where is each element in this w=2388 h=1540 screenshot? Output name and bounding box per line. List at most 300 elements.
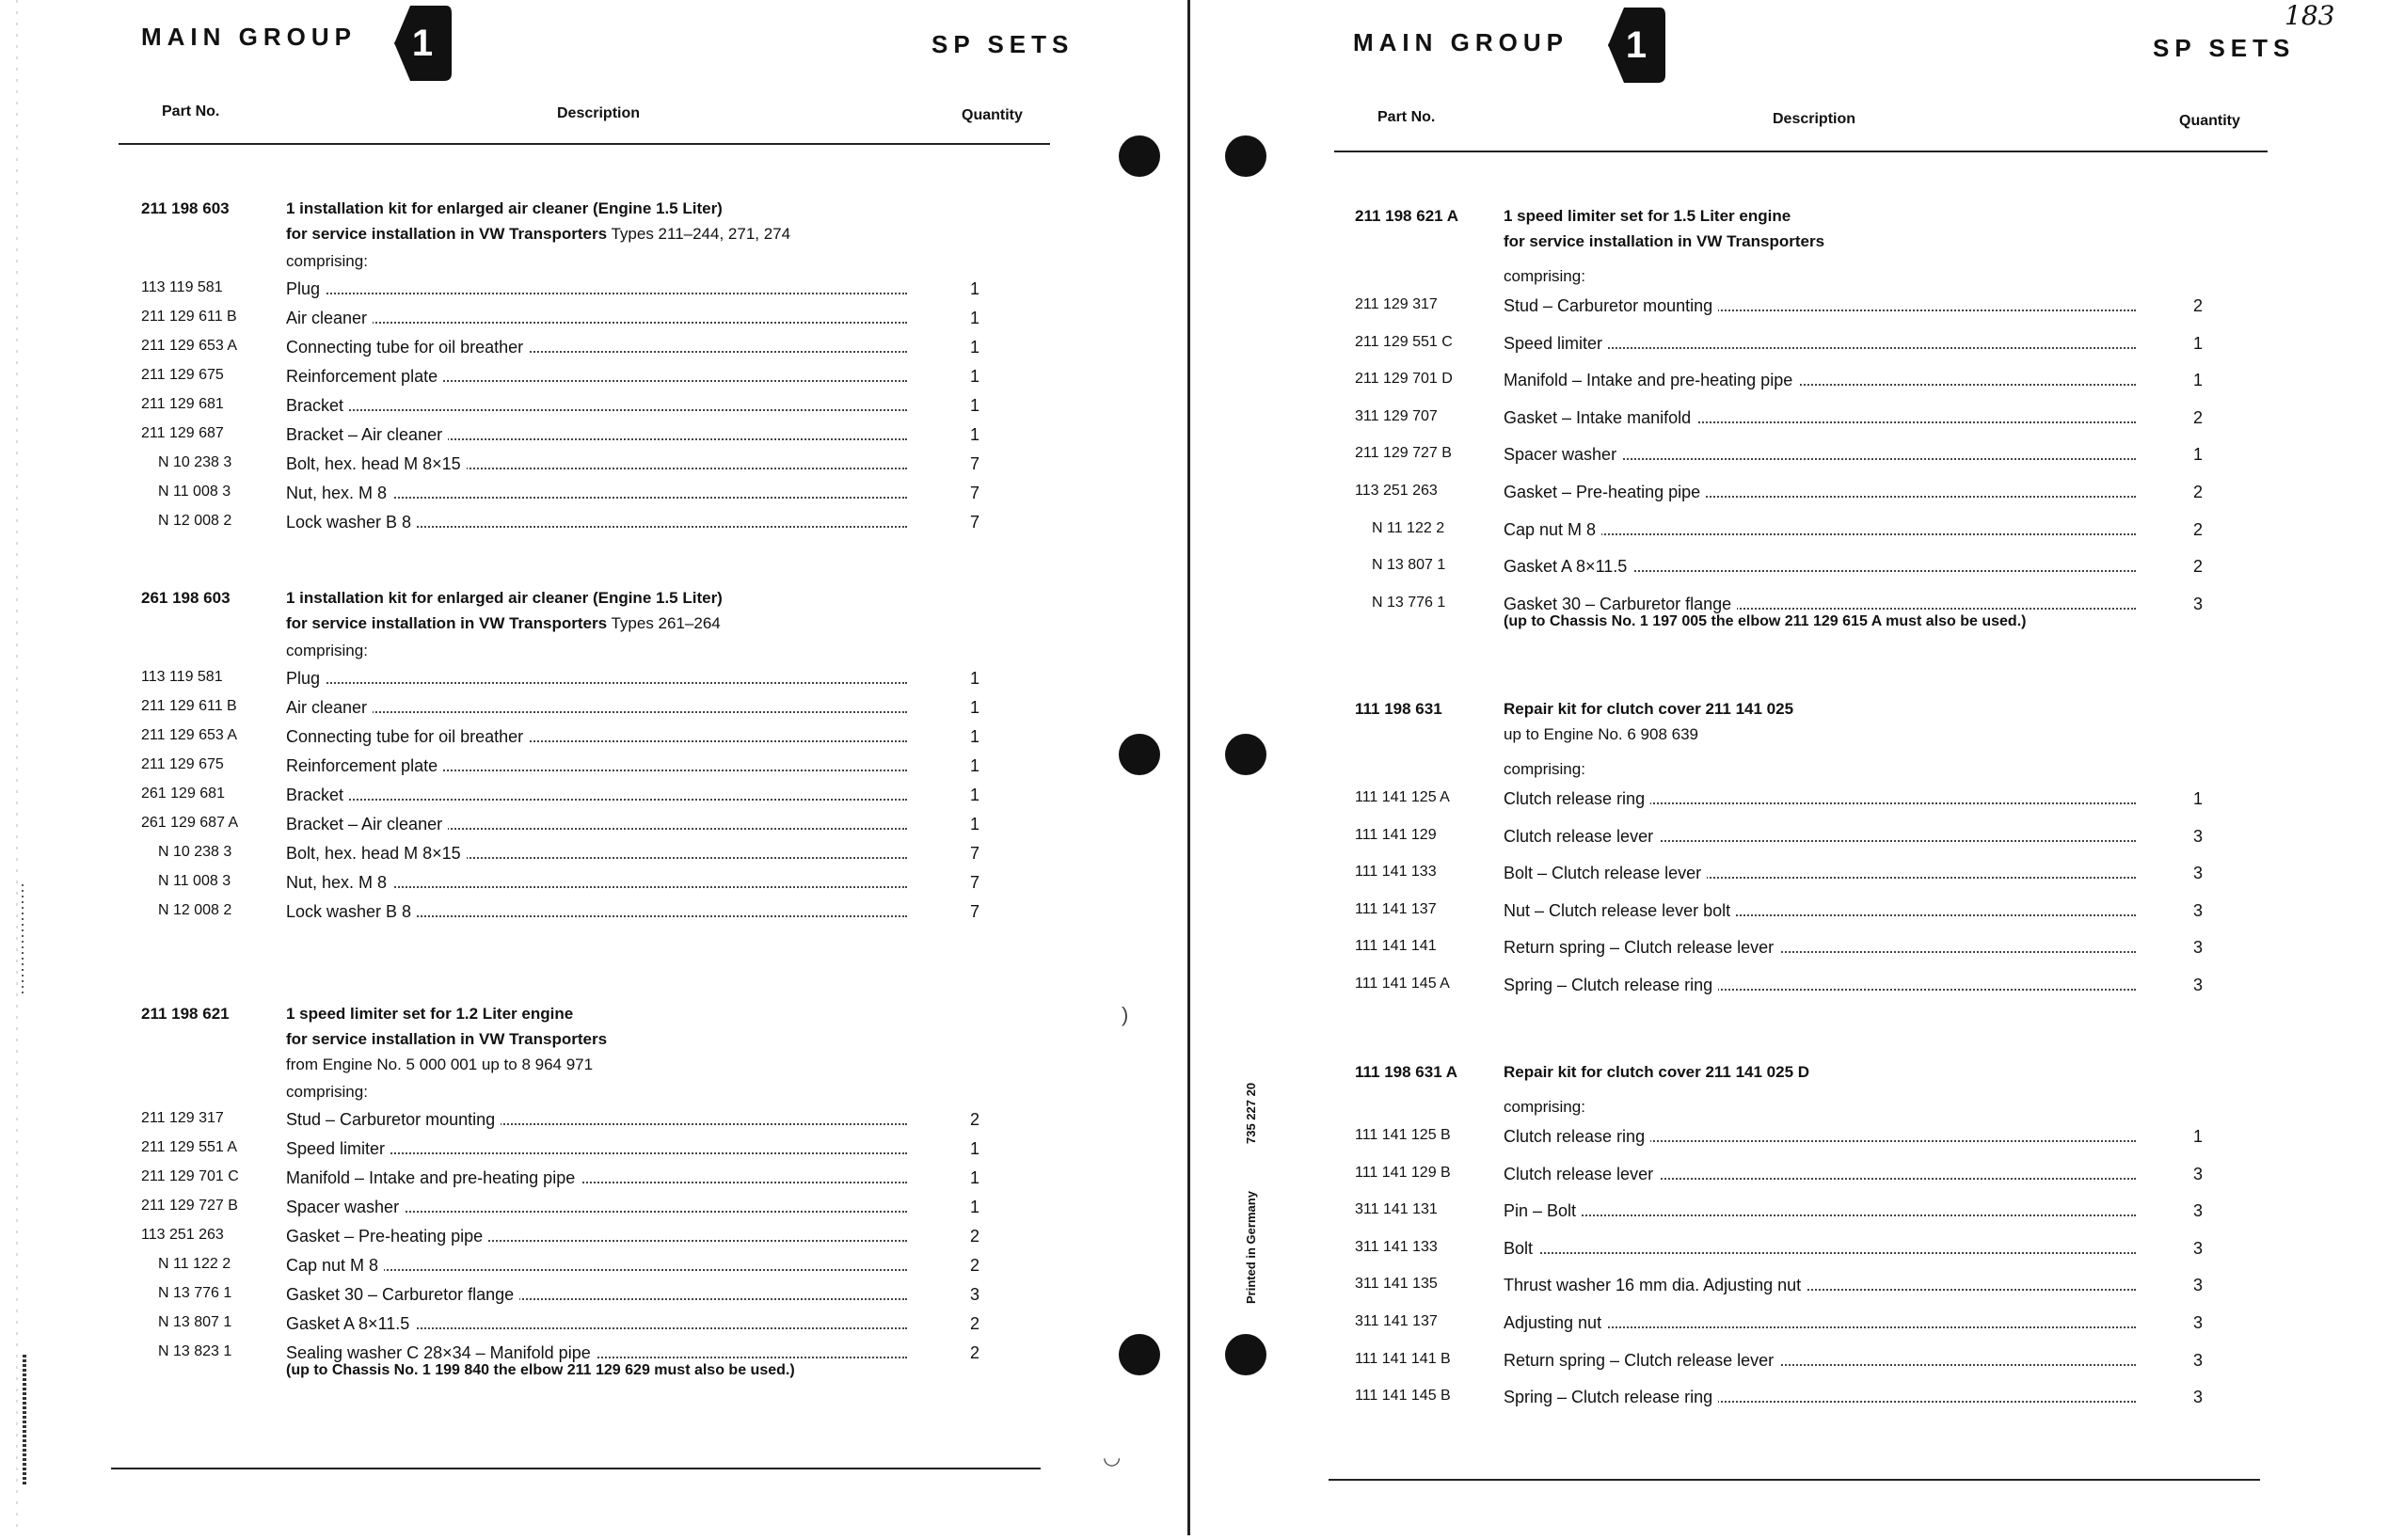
- part-description-text: Spring – Clutch release ring: [1504, 976, 1718, 994]
- table-row: [1195, 371, 2388, 399]
- part-description-text: Clutch release ring: [1504, 789, 1650, 808]
- set-subtitle-types: Types 211–244, 271, 274: [607, 225, 791, 243]
- part-description-text: Gasket 30 – Carburetor flange: [286, 1285, 519, 1304]
- part-description: [286, 1285, 519, 1305]
- quantity: 1: [969, 1139, 979, 1158]
- col-description: Description: [1773, 111, 1856, 127]
- part-description: [1504, 595, 1737, 614]
- part-description-text: Bracket: [286, 786, 349, 804]
- part-description-text: Bolt, hex. head M 8×15: [286, 454, 467, 473]
- part-description: [286, 669, 326, 689]
- part-description: [1504, 408, 1696, 428]
- quantity: 1: [2192, 333, 2203, 353]
- part-number: N 11 008 3: [158, 484, 231, 500]
- table-row: [0, 309, 1187, 337]
- table-row: [0, 396, 1187, 424]
- part-description: [286, 1168, 581, 1188]
- part-description-text: Gasket – Pre-heating pipe: [1504, 483, 1706, 501]
- quantity: 3: [2192, 1350, 2203, 1370]
- set-title: 1 speed limiter set for 1.2 Liter engine: [286, 1005, 574, 1023]
- part-description: [1504, 1127, 1650, 1147]
- part-description: [286, 1198, 405, 1217]
- part-description-text: Lock washer B 8: [286, 902, 417, 921]
- table-row: [0, 279, 1187, 308]
- part-description: [1504, 976, 1718, 995]
- part-description-text: Nut, hex. M 8: [286, 873, 392, 892]
- part-description: [286, 338, 529, 357]
- part-description: [286, 425, 448, 445]
- set-description: [286, 1001, 607, 1104]
- quantity: 7: [969, 484, 979, 502]
- table-row: [1195, 1388, 2388, 1416]
- part-number: 113 251 263: [141, 1227, 224, 1243]
- part-description: [1504, 334, 1608, 354]
- part-description: [1504, 483, 1706, 502]
- part-description: [1504, 901, 1736, 921]
- table-row: [0, 1314, 1187, 1342]
- quantity: 2: [2192, 407, 2203, 427]
- part-number: 261 129 687 A: [141, 815, 239, 831]
- part-description-text: Reinforcement plate: [286, 756, 443, 775]
- part-description: [286, 1314, 415, 1334]
- quantity: 7: [969, 873, 979, 892]
- part-description: [286, 367, 443, 387]
- set-description: [1504, 1059, 1809, 1119]
- quantity: 1: [969, 309, 979, 327]
- part-description: [286, 698, 373, 718]
- leader-dots: [286, 682, 907, 684]
- table-row: [0, 786, 1187, 814]
- part-description-text: Spacer washer: [1504, 445, 1622, 464]
- set-subtitle-bold: for service installation in VW Transporters: [286, 225, 608, 243]
- quantity: 3: [2192, 826, 2203, 846]
- part-number: 211 129 551 C: [1355, 333, 1453, 350]
- set-title: 1 installation kit for enlarged air cleaner (Engine 1.5 Liter): [286, 199, 723, 217]
- col-part-no: Part No.: [1377, 109, 1436, 125]
- comprising-label: comprising:: [1504, 1098, 1585, 1116]
- part-number: 113 119 581: [141, 669, 223, 685]
- leader-dots: [286, 322, 907, 324]
- table-row: [0, 1168, 1187, 1197]
- quantity: 1: [2192, 371, 2203, 390]
- table-row: [0, 1256, 1187, 1284]
- set-part-number: 211 198 621 A: [1355, 207, 1458, 225]
- part-number: 111 141 125 B: [1355, 1127, 1451, 1143]
- part-number: 111 141 133: [1355, 864, 1437, 881]
- table-row: [1195, 789, 2388, 818]
- part-number: 211 129 653 A: [141, 338, 238, 354]
- punch-hole: [1119, 1334, 1160, 1375]
- quantity: 7: [969, 513, 979, 532]
- comprising-label: comprising:: [286, 642, 368, 659]
- table-row: [1195, 1276, 2388, 1304]
- part-number: 113 119 581: [141, 279, 223, 295]
- table-row: [0, 902, 1187, 930]
- part-description: [286, 815, 448, 834]
- table-row: [1195, 1127, 2388, 1155]
- table-row: [1195, 827, 2388, 855]
- main-group-label: MAIN GROUP: [141, 23, 357, 51]
- table-row: [0, 844, 1187, 872]
- part-number: N 13 776 1: [158, 1285, 232, 1301]
- leader-dots: [1504, 1215, 2136, 1216]
- part-description: [1504, 827, 1659, 847]
- table-row: [1195, 1351, 2388, 1379]
- part-number: N 11 008 3: [158, 873, 231, 889]
- handwritten-page-number: 183: [2285, 0, 2335, 31]
- part-number: 111 141 145 B: [1355, 1388, 1451, 1405]
- set-footnote: (up to Chassis No. 1 197 005 the elbow 211 129 615 A must also be used.): [1504, 612, 2027, 629]
- punch-hole: [1119, 734, 1160, 775]
- part-description-text: Clutch release ring: [1504, 1127, 1650, 1146]
- set-part-number: 111 198 631: [1355, 700, 1442, 718]
- quantity: 2: [969, 1314, 979, 1333]
- table-row: [0, 513, 1187, 541]
- part-description: [286, 1256, 384, 1276]
- part-number: 211 129 551 A: [141, 1139, 238, 1155]
- quantity: 1: [2192, 789, 2203, 808]
- part-description: [286, 1110, 501, 1130]
- quantity: 3: [2192, 976, 2203, 994]
- part-number: N 11 122 2: [158, 1256, 231, 1272]
- left-header: [0, 0, 1187, 160]
- quantity: 3: [2192, 1313, 2203, 1332]
- part-number: 211 129 687: [141, 425, 224, 441]
- set-subtitle: [1504, 229, 1824, 254]
- part-description: [1504, 864, 1707, 883]
- table-row: [1195, 1165, 2388, 1193]
- part-description-text: Nut – Clutch release lever bolt: [1504, 901, 1736, 920]
- leader-dots: [286, 293, 907, 294]
- table-row: [0, 815, 1187, 843]
- part-number: 111 141 145 A: [1355, 976, 1450, 992]
- quantity: 3: [969, 1285, 979, 1304]
- footer-rule: [1329, 1479, 2260, 1481]
- table-row: [0, 756, 1187, 785]
- set-description: [1504, 696, 1793, 782]
- part-number: 211 129 727 B: [1355, 445, 1452, 462]
- table-row: [1195, 1313, 2388, 1342]
- part-description: [1504, 296, 1718, 316]
- part-description: [286, 786, 349, 805]
- set-subtitle: [286, 1026, 607, 1052]
- table-row: [0, 1227, 1187, 1255]
- part-description: [1504, 1165, 1659, 1184]
- part-description-text: Plug: [286, 279, 326, 298]
- quantity: 1: [969, 396, 979, 415]
- part-description-text: Pin – Bolt: [1504, 1201, 1582, 1220]
- binder-mark: ◡: [1103, 1445, 1122, 1469]
- set-title: 1 installation kit for enlarged air cleaner (Engine 1.5 Liter): [286, 589, 723, 607]
- part-description-text: Connecting tube for oil breather: [286, 338, 529, 357]
- col-description: Description: [557, 105, 641, 121]
- part-number: 111 141 129: [1355, 826, 1437, 843]
- imprint-code: 735 227 20: [1244, 1082, 1258, 1144]
- part-description-text: Spring – Clutch release ring: [1504, 1388, 1718, 1406]
- part-description-text: Bracket – Air cleaner: [286, 815, 448, 834]
- part-description-text: Gasket A 8×11.5: [1504, 557, 1632, 576]
- part-number: N 10 238 3: [158, 454, 232, 470]
- part-description: [286, 279, 326, 299]
- quantity: 1: [969, 786, 979, 804]
- set-description: [286, 196, 790, 274]
- part-number: N 13 807 1: [1372, 557, 1446, 574]
- quantity: 3: [2192, 1201, 2203, 1221]
- quantity: 1: [969, 338, 979, 357]
- set-applicability: from Engine No. 5 000 001 up to 8 964 971: [286, 1056, 594, 1073]
- quantity: 3: [2192, 1164, 2203, 1183]
- part-description: [286, 844, 467, 864]
- part-description-text: Sealing washer C 28×34 – Manifold pipe: [286, 1343, 597, 1362]
- quantity: 2: [969, 1227, 979, 1246]
- quantity: 7: [969, 902, 979, 921]
- set-title: Repair kit for clutch cover 211 141 025: [1504, 700, 1794, 718]
- table-row: [1195, 1239, 2388, 1267]
- part-description: [1504, 557, 1632, 577]
- part-number: 211 129 675: [141, 367, 224, 383]
- quantity: 1: [969, 279, 979, 298]
- quantity: 3: [2192, 594, 2203, 613]
- quantity: 3: [2192, 900, 2203, 920]
- part-number: 111 141 141 B: [1355, 1350, 1451, 1367]
- table-row: [1195, 408, 2388, 437]
- part-number: 261 129 681: [141, 786, 225, 802]
- part-description: [286, 484, 392, 503]
- table-row: [1195, 483, 2388, 511]
- part-number: 111 141 141: [1355, 938, 1437, 955]
- set-subtitle-types: Types 261–264: [607, 614, 721, 632]
- part-description-text: Stud – Carburetor mounting: [1504, 296, 1718, 315]
- part-description: [286, 309, 373, 328]
- part-description: [286, 902, 417, 922]
- quantity: 3: [2192, 1276, 2203, 1295]
- leader-dots: [286, 409, 907, 411]
- sp-sets-label: SP SETS: [931, 30, 1075, 58]
- part-description-text: Clutch release lever: [1504, 827, 1659, 846]
- table-row: [0, 1139, 1187, 1167]
- part-description-text: Speed limiter: [286, 1139, 390, 1158]
- quantity: 1: [969, 756, 979, 775]
- quantity: 2: [2192, 519, 2203, 539]
- table-row: [0, 367, 1187, 395]
- table-row: [0, 669, 1187, 697]
- part-number: N 12 008 2: [158, 513, 232, 529]
- part-description-text: Bracket: [286, 396, 349, 415]
- quantity: 2: [2192, 296, 2203, 315]
- punch-hole: [1119, 135, 1160, 177]
- set-subtitle-bold: for service installation in VW Transporters: [286, 1030, 608, 1048]
- table-row: [1195, 557, 2388, 585]
- part-description-text: Reinforcement plate: [286, 367, 443, 386]
- part-number: 311 129 707: [1355, 407, 1438, 424]
- table-row: [1195, 901, 2388, 929]
- quantity: 2: [969, 1256, 979, 1275]
- part-description-text: Speed limiter: [1504, 334, 1608, 353]
- part-description-text: Stud – Carburetor mounting: [286, 1110, 501, 1129]
- set-subtitle-bold: for service installation in VW Transporters: [1504, 232, 1825, 250]
- quantity: 1: [2192, 1127, 2203, 1146]
- part-description-text: Adjusting nut: [1504, 1313, 1607, 1332]
- part-description-text: Plug: [286, 669, 326, 688]
- header-rule: [1334, 151, 2268, 152]
- part-description-text: Bracket – Air cleaner: [286, 425, 448, 444]
- set-subtitle: [286, 221, 790, 246]
- part-number: 111 141 137: [1355, 900, 1437, 917]
- part-number: 211 129 611 B: [141, 309, 237, 325]
- part-number: 111 141 129 B: [1355, 1164, 1451, 1181]
- part-number: 211 129 701 C: [141, 1168, 239, 1184]
- footer-rule: [111, 1468, 1041, 1469]
- table-row: [0, 873, 1187, 901]
- part-description-text: Return spring – Clutch release lever: [1504, 938, 1779, 957]
- part-description-text: Connecting tube for oil breather: [286, 727, 529, 746]
- part-description: [286, 513, 417, 532]
- quantity: 1: [969, 1168, 979, 1187]
- quantity: 1: [969, 367, 979, 386]
- quantity: 2: [2192, 483, 2203, 501]
- set-subtitle: [286, 611, 723, 636]
- part-number: N 12 008 2: [158, 902, 232, 918]
- part-number: 311 141 133: [1355, 1238, 1438, 1255]
- part-description: [1504, 520, 1601, 540]
- leader-dots: [286, 711, 907, 713]
- part-number: 211 129 317: [1355, 296, 1438, 312]
- quantity: 3: [2192, 1238, 2203, 1258]
- table-row: [1195, 864, 2388, 892]
- part-number: 311 141 137: [1355, 1313, 1438, 1329]
- set-footnote: (up to Chassis No. 1 199 840 the elbow 211 129 629 must also be used.): [286, 1362, 795, 1378]
- part-description-text: Cap nut M 8: [286, 1256, 384, 1275]
- part-description: [1504, 789, 1650, 809]
- table-row: [0, 454, 1187, 483]
- part-number: 211 129 681: [141, 396, 224, 412]
- part-description: [286, 873, 392, 893]
- part-description-text: Thrust washer 16 mm dia. Adjusting nut: [1504, 1276, 1807, 1294]
- part-description: [286, 756, 443, 776]
- part-description-text: Lock washer B 8: [286, 513, 417, 532]
- table-row: [0, 338, 1187, 366]
- part-number: 211 129 611 B: [141, 698, 237, 714]
- set-title: Repair kit for clutch cover 211 141 025 D: [1504, 1063, 1810, 1081]
- part-description: [1504, 445, 1622, 465]
- part-number: 311 141 135: [1355, 1276, 1438, 1293]
- quantity: 3: [2192, 938, 2203, 958]
- table-row: [1195, 520, 2388, 548]
- quantity: 1: [969, 1198, 979, 1216]
- right-header: [1195, 0, 2388, 160]
- quantity: 7: [969, 844, 979, 863]
- part-description-text: Clutch release lever: [1504, 1165, 1659, 1183]
- main-group-label: MAIN GROUP: [1353, 28, 1568, 56]
- part-description: [286, 1139, 390, 1159]
- set-applicability: up to Engine No. 6 908 639: [1504, 725, 1698, 743]
- part-description-text: Gasket – Intake manifold: [1504, 408, 1696, 427]
- part-description: [286, 454, 467, 474]
- binder-mark: ): [1122, 1003, 1129, 1026]
- quantity: 1: [969, 669, 979, 688]
- part-number: 211 129 701 D: [1355, 371, 1453, 388]
- set-part-number: 261 198 603: [141, 589, 231, 607]
- part-description: [286, 396, 349, 416]
- part-number: N 10 238 3: [158, 844, 232, 860]
- table-row: [0, 484, 1187, 512]
- col-part-no: Part No.: [162, 103, 220, 119]
- part-description-text: Cap nut M 8: [1504, 520, 1601, 539]
- col-quantity: Quantity: [962, 107, 1023, 123]
- part-number: 211 129 727 B: [141, 1198, 238, 1214]
- part-description: [1504, 1313, 1607, 1333]
- quantity: 2: [969, 1343, 979, 1362]
- part-description-text: Gasket A 8×11.5: [286, 1314, 415, 1333]
- col-quantity: Quantity: [2179, 113, 2240, 129]
- part-description: [286, 1343, 597, 1363]
- quantity: 2: [2192, 557, 2203, 577]
- part-number: N 13 807 1: [158, 1314, 232, 1330]
- quantity: 2: [969, 1110, 979, 1129]
- part-description-text: Manifold – Intake and pre-heating pipe: [286, 1168, 581, 1187]
- part-description-text: Bolt: [1504, 1239, 1538, 1258]
- part-description-text: Air cleaner: [286, 698, 373, 717]
- part-description-text: Bolt – Clutch release lever: [1504, 864, 1707, 882]
- part-description-text: Manifold – Intake and pre-heating pipe: [1504, 371, 1798, 389]
- part-description-text: Bolt, hex. head M 8×15: [286, 844, 467, 863]
- part-description: [1504, 1201, 1582, 1221]
- leader-dots: [286, 799, 907, 801]
- table-row: [1195, 296, 2388, 325]
- part-number: 211 129 675: [141, 756, 224, 772]
- part-number: 111 141 125 A: [1355, 789, 1450, 805]
- imprint-text: Printed in Germany: [1244, 1191, 1258, 1304]
- part-description-text: Spacer washer: [286, 1198, 405, 1216]
- part-description: [1504, 1351, 1779, 1371]
- quantity: 1: [969, 425, 979, 444]
- quantity: 1: [969, 727, 979, 746]
- table-row: [1195, 1201, 2388, 1230]
- table-row: [0, 1198, 1187, 1226]
- part-number: 211 129 653 A: [141, 727, 238, 743]
- header-rule: [119, 143, 1050, 145]
- table-row: [0, 698, 1187, 726]
- set-part-number: 211 198 603: [141, 199, 230, 217]
- part-description: [1504, 1239, 1538, 1259]
- quantity: 3: [2192, 1388, 2203, 1407]
- set-title: 1 speed limiter set for 1.5 Liter engine: [1504, 207, 1791, 225]
- leader-dots: [1504, 1252, 2136, 1254]
- set-subtitle-bold: for service installation in VW Transporters: [286, 614, 608, 632]
- part-description-text: Gasket – Pre-heating pipe: [286, 1227, 488, 1246]
- set-part-number: 111 198 631 A: [1355, 1063, 1458, 1081]
- part-description: [1504, 371, 1798, 390]
- part-description: [286, 1227, 488, 1246]
- comprising-label: comprising:: [286, 1083, 368, 1101]
- table-row: [1195, 334, 2388, 362]
- table-row: [1195, 938, 2388, 966]
- group-number-badge: 1: [393, 4, 452, 83]
- part-description-text: Return spring – Clutch release lever: [1504, 1351, 1779, 1370]
- part-number: N 11 122 2: [1372, 519, 1445, 536]
- table-row: [1195, 445, 2388, 473]
- table-row: [0, 425, 1187, 453]
- comprising-label: comprising:: [286, 252, 368, 270]
- part-number: N 13 776 1: [1372, 594, 1446, 611]
- part-description: [286, 727, 529, 747]
- quantity: 3: [2192, 864, 2203, 883]
- part-number: 311 141 131: [1355, 1201, 1438, 1218]
- part-description-text: Nut, hex. M 8: [286, 484, 392, 502]
- table-row: [1195, 976, 2388, 1004]
- part-description-text: Gasket 30 – Carburetor flange: [1504, 595, 1737, 613]
- comprising-label: comprising:: [1504, 760, 1585, 778]
